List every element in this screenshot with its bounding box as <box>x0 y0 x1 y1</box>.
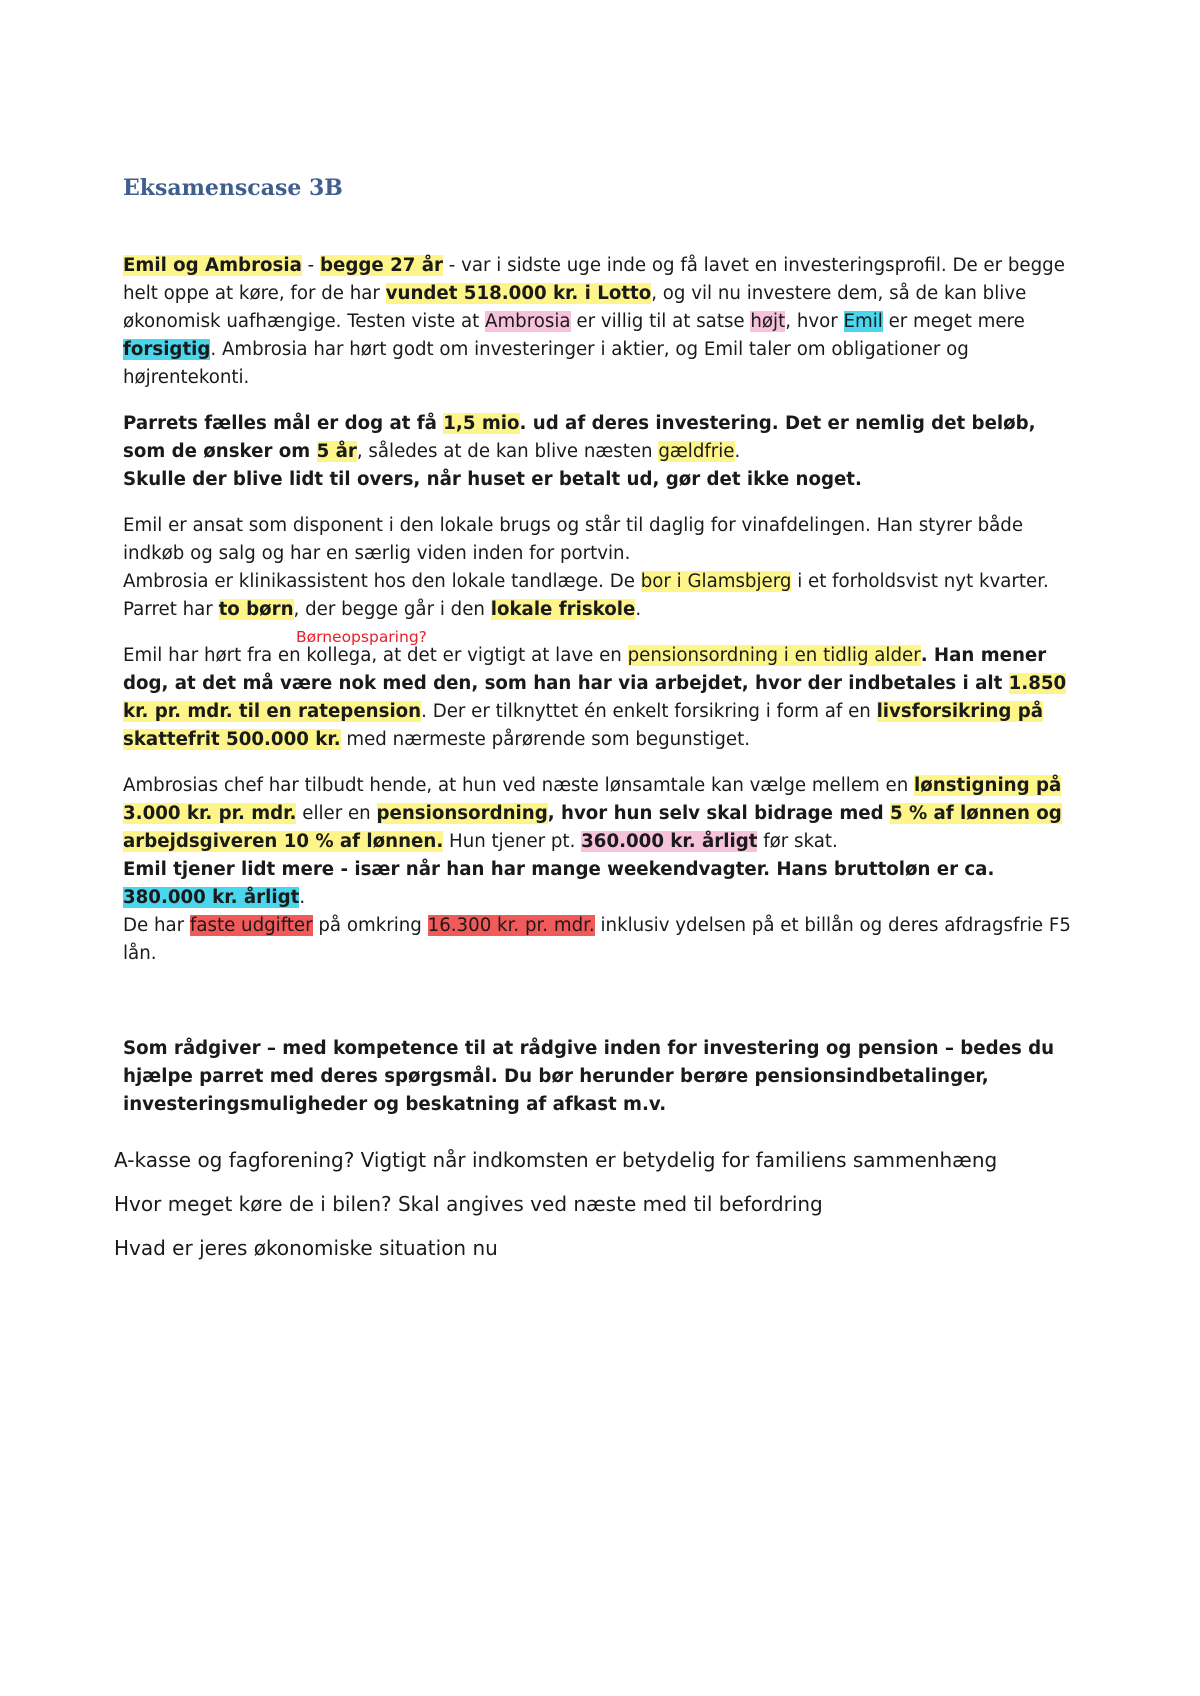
highlight-pension-scheme: pensionsordning <box>376 803 548 824</box>
text-run: , således at de kan blive næsten <box>356 441 659 462</box>
highlight-monthly-amount: 16.300 kr. pr. mdr. <box>427 915 595 936</box>
text-run: - var i sidste uge inde og få lavet en investeringsprofil. De er begge helt oppe at køre, for de har <box>123 255 1065 304</box>
text-run: Ambrosias chef har tilbudt hende, at hun ved næste lønsamtale kan vælge mellem en <box>123 775 915 796</box>
highlight-life-insurance: livsforsikring på skattefrit 500.000 kr. <box>123 701 1044 750</box>
highlight-years: 5 år <box>316 441 357 462</box>
text-run: , der begge går i den <box>293 599 491 620</box>
text-run: før skat. <box>757 831 838 852</box>
text-run: . <box>635 599 642 620</box>
highlight-careful: forsigtig <box>123 339 211 360</box>
text-run: , hvor <box>785 311 844 332</box>
highlight-contribution: 5 % af lønnen og arbejdsgiveren 10 % af lønnen. <box>123 803 1062 852</box>
text-run: , og vil nu investere dem, så de kan blive økonomisk uafhængige. Testen viste at <box>123 283 1027 332</box>
paragraph-emil-pension <box>123 642 1083 754</box>
text-run: inklusiv ydelsen på et billån og deres afdragsfrie F5 lån. <box>123 915 1071 964</box>
text-run: i et forholdsvist nyt kvarter. Parret har <box>123 571 1049 620</box>
text-run: Emil er ansat som disponent i den lokale brugs og står til daglig for vinafdelingen. Han styrer både indkøb og salg og har en særlig viden inden for portvin. <box>123 515 1024 564</box>
document-title: Eksamenscase 3B <box>123 175 343 201</box>
highlight-goal-amount: 1,5 mio <box>443 413 520 434</box>
text-run: Emil har hørt fra en kollega, at det er vigtigt at lave en <box>123 645 628 666</box>
task-text: Som rådgiver – med kompetence til at rådgive inden for investering og pension – bedes du hjælpe parret med deres spørgsmål. Du bør herunder berøre pensionsindbetalinger, investeringsmuligheder og beskatning af afkast m.v. <box>123 1038 1055 1115</box>
highlight-school: lokale friskole <box>490 599 636 620</box>
text-run: med nærmeste pårørende som begunstiget. <box>340 729 750 750</box>
highlight-children: to børn <box>218 599 294 620</box>
text-run: Skulle der blive lidt til overs, når huset er betalt ud, gør det ikke noget. <box>123 469 862 490</box>
highlight-ambrosia-salary: 360.000 kr. årligt <box>581 831 758 852</box>
question-item: Hvor meget køre de i bilen? Skal angives ved næste med til befordring <box>114 1192 823 1216</box>
text-run: - <box>301 255 321 276</box>
paragraph-goal <box>123 410 1083 494</box>
text-run: . <box>734 441 741 462</box>
text-run: De har <box>123 915 190 936</box>
highlight-ratepension: 1.850 kr. pr. mdr. til en ratepension <box>123 673 1067 722</box>
margin-note: Børneopsparing? <box>296 628 427 646</box>
text-run: er meget mere <box>882 311 1025 332</box>
highlight-debt-free: gældfrie <box>658 441 735 462</box>
highlight-residence: bor i Glamsbjerg <box>640 571 792 592</box>
text-run: . Han mener dog, at det må være nok med den, som han har via arbejdet, hvor der indbetales i alt <box>123 645 1047 694</box>
text-run: eller en <box>296 803 377 824</box>
text-run: Emil tjener lidt mere - især når han har mange weekendvagter. Hans bruttoløn er ca. <box>123 859 995 880</box>
text-run: . <box>299 887 306 908</box>
highlight-ambrosia: Ambrosia <box>485 311 571 332</box>
highlight-age: begge 27 år <box>320 255 443 276</box>
highlight-lotto: vundet 518.000 kr. i Lotto <box>385 283 652 304</box>
text-run: . ud af deres investering. Det er nemlig det beløb, som de ønsker om <box>123 413 1036 462</box>
text-run: Ambrosia er klinikassistent hos den lokale tandlæge. De <box>123 571 641 592</box>
paragraph-investment-profile <box>123 252 1083 392</box>
highlight-high-risk: højt <box>750 311 786 332</box>
highlight-emil: Emil <box>843 311 883 332</box>
highlight-names: Emil og Ambrosia <box>123 255 302 276</box>
text-run: Parrets fælles mål er dog at få <box>123 413 444 434</box>
question-item: A-kasse og fagforening? Vigtigt når indkomsten er betydelig for familiens sammenhæng <box>114 1148 998 1172</box>
text-run: , hvor hun selv skal bidrage med <box>547 803 890 824</box>
highlight-early-pension: pensionsordning i en tidlig alder <box>627 645 921 666</box>
case-text <box>123 252 1083 986</box>
highlight-fixed-expenses: faste udgifter <box>189 915 313 936</box>
text-run: Hun tjener pt. <box>443 831 582 852</box>
text-run: er villig til at satse <box>570 311 751 332</box>
question-item: Hvad er jeres økonomiske situation nu <box>114 1236 498 1260</box>
paragraph-salary <box>123 772 1083 968</box>
questions-list <box>114 1146 1014 1278</box>
paragraph-jobs <box>123 512 1083 624</box>
highlight-emil-salary: 380.000 kr. årligt <box>123 887 300 908</box>
text-run: på omkring <box>312 915 428 936</box>
text-run: . Ambrosia har hørt godt om investeringer i aktier, og Emil taler om obligationer og højrentekonti. <box>123 339 969 388</box>
text-run: . Der er tilknyttet én enkelt forsikring i form af en <box>421 701 877 722</box>
highlight-raise: lønstigning på 3.000 kr. pr. mdr. <box>123 775 1062 824</box>
